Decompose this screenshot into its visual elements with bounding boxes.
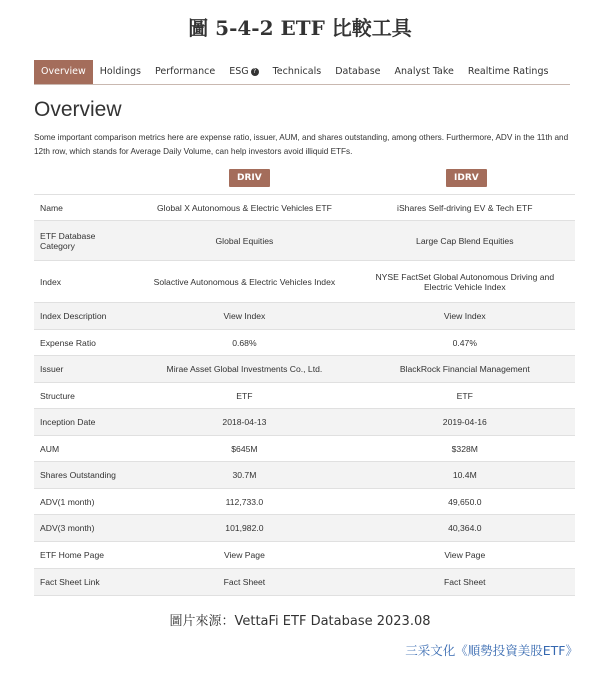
row-label: Shares Outstanding (34, 462, 134, 489)
row-label: Index (34, 261, 134, 303)
row-label: Index Description (34, 303, 134, 330)
table-row (34, 436, 575, 462)
link-fact-sheet-driv[interactable]: Fact Sheet (134, 569, 354, 596)
link-home-page-driv[interactable]: View Page (134, 542, 354, 569)
row-label: Inception Date (34, 409, 134, 436)
table-row (34, 569, 575, 596)
table-row (34, 515, 575, 542)
ticker-badge-idrv[interactable]: IDRV (446, 169, 487, 187)
cell-idrv: $328M (355, 436, 575, 462)
cell-driv: Global X Autonomous & Electric Vehicles ETF (134, 195, 354, 221)
cell-idrv: 2019-04-16 (355, 409, 575, 436)
cell-driv: $645M (134, 436, 354, 462)
cell-idrv: 0.47% (355, 330, 575, 356)
tab-database[interactable]: Database (335, 66, 381, 77)
tab-overview[interactable]: Overview (34, 60, 93, 84)
tab-analyst-take[interactable]: Analyst Take (394, 66, 454, 77)
tab-esg[interactable] (222, 60, 265, 84)
row-label: ETF Home Page (34, 542, 134, 569)
cell-driv: 101,982.0 (134, 515, 354, 542)
row-label: Expense Ratio (34, 330, 134, 356)
row-label: Fact Sheet Link (34, 569, 134, 596)
section-title: Overview (34, 98, 122, 121)
link-home-page-idrv[interactable]: View Page (355, 542, 575, 569)
link-view-index-driv[interactable]: View Index (134, 303, 354, 330)
comparison-table (34, 194, 575, 596)
cell-driv: 30.7M (134, 462, 354, 489)
figure-source: 圖片來源：VettaFi ETF Database 2023.08 (169, 614, 431, 629)
section-description: Some important comparison metrics here are expense ratio, issuer, AUM, and shares outstanding, among others. Furthermore, ADV in the 11th and 12th row, which stands for Average Daily Volume, can help investors avoid illiquid ETFs. (34, 133, 569, 156)
cell-idrv: 49,650.0 (355, 489, 575, 515)
tab-holdings[interactable]: Holdings (99, 66, 141, 77)
row-label: ADV(1 month) (34, 489, 134, 515)
row-label: AUM (34, 436, 134, 462)
cell-driv: Mirae Asset Global Investments Co., Ltd. (134, 356, 354, 383)
cell-idrv: BlackRock Financial Management (355, 356, 575, 383)
tab-divider (34, 84, 570, 85)
help-icon: ? (251, 68, 259, 76)
table-row (34, 303, 575, 330)
row-label: ADV(3 month) (34, 515, 134, 542)
table-row (34, 195, 575, 221)
link-fact-sheet-idrv[interactable]: Fact Sheet (355, 569, 575, 596)
cell-driv: ETF (134, 383, 354, 409)
cell-driv: 2018-04-13 (134, 409, 354, 436)
cell-driv: 0.68% (134, 330, 354, 356)
cell-idrv: 40,364.0 (355, 515, 575, 542)
table-row (34, 489, 575, 515)
cell-idrv: Large Cap Blend Equities (355, 221, 575, 261)
row-label: ETF Database Category (34, 221, 134, 261)
table-row (34, 409, 575, 436)
tab-esg-label: ESG (229, 66, 249, 77)
cell-idrv: ETF (355, 383, 575, 409)
tab-technicals[interactable]: Technicals (272, 66, 322, 77)
table-row (34, 261, 575, 303)
table-row (34, 542, 575, 569)
cell-driv: Global Equities (134, 221, 354, 261)
tab-performance[interactable]: Performance (155, 66, 216, 77)
row-label: Issuer (34, 356, 134, 383)
cell-driv: Solactive Autonomous & Electric Vehicles Index (134, 261, 354, 303)
table-row (34, 383, 575, 409)
cell-driv: 112,733.0 (134, 489, 354, 515)
link-view-index-idrv[interactable]: View Index (355, 303, 575, 330)
table-row (34, 330, 575, 356)
figure-title: 圖 5-4-2 ETF 比較工具 (188, 16, 412, 40)
tab-realtime-ratings[interactable]: Realtime Ratings (467, 66, 549, 77)
cell-idrv: 10.4M (355, 462, 575, 489)
tab-bar (34, 60, 570, 84)
figure-credit: 三采文化《順勢投資美股ETF》 (405, 643, 578, 658)
table-row (34, 221, 575, 261)
row-label: Structure (34, 383, 134, 409)
ticker-header (34, 169, 575, 189)
table-row (34, 462, 575, 489)
cell-idrv: NYSE FactSet Global Autonomous Driving and Electric Vehicle Index (355, 261, 575, 303)
ticker-badge-driv[interactable]: DRIV (229, 169, 270, 187)
table-row (34, 356, 575, 383)
row-label: Name (34, 195, 134, 221)
cell-idrv: iShares Self-driving EV & Tech ETF (355, 195, 575, 221)
